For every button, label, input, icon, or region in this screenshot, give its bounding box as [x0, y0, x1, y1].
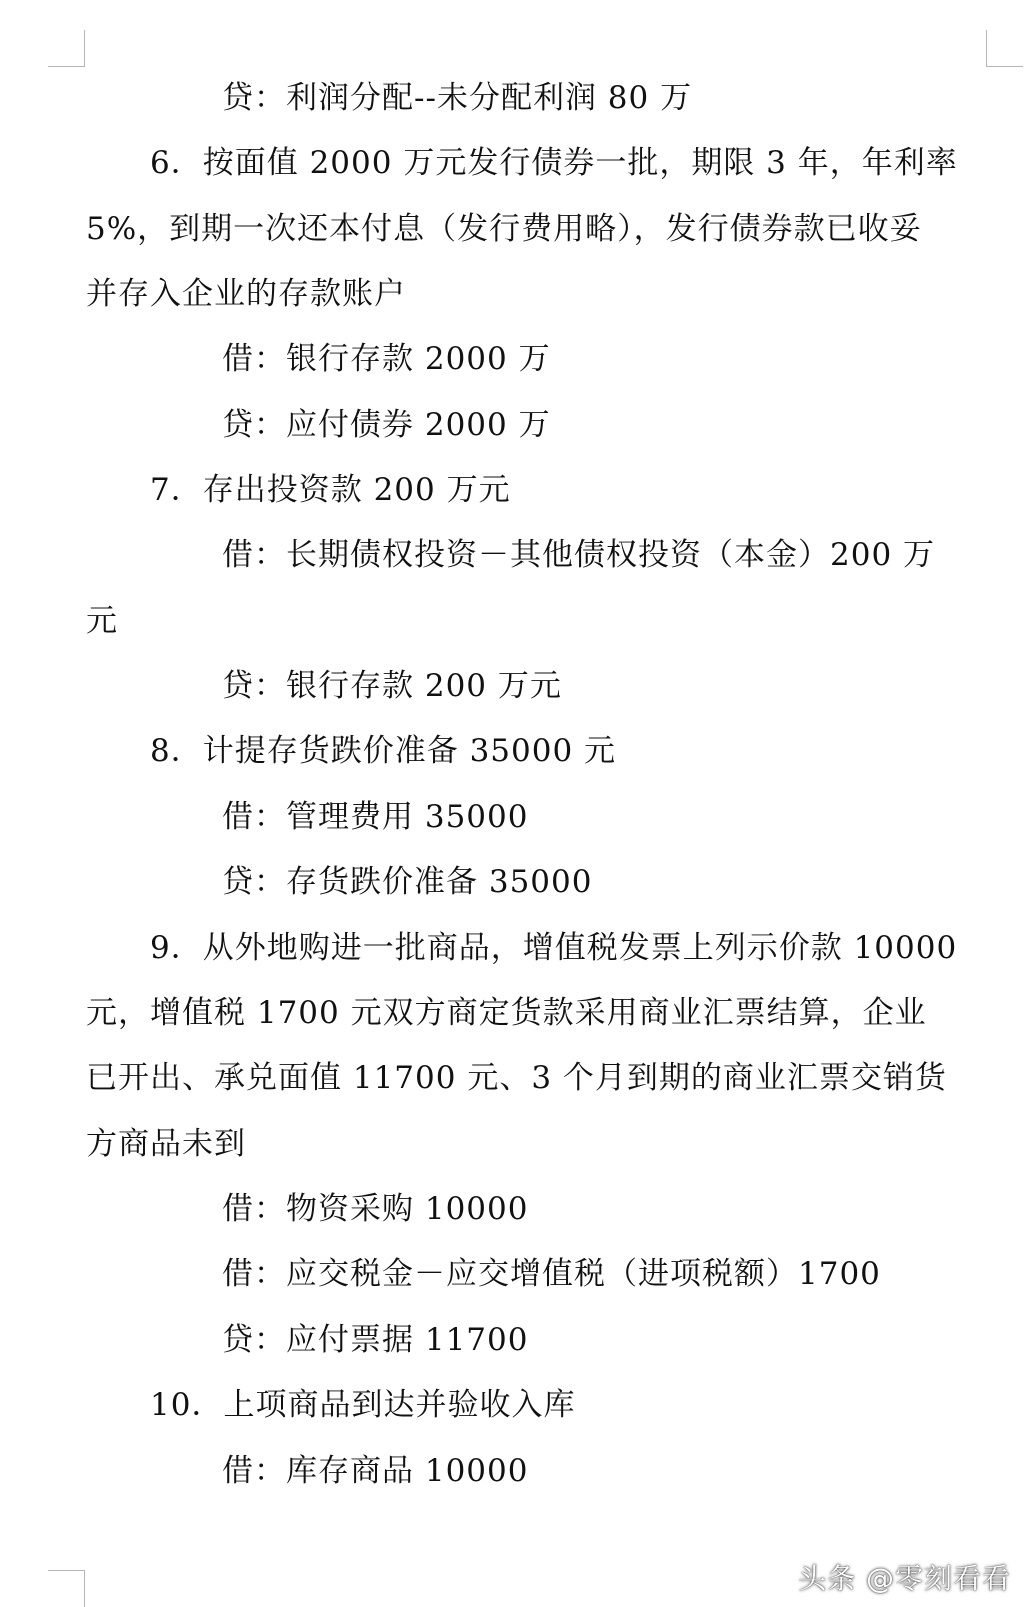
item-9-continuation: 元，增值税 1700 元双方商定货款采用商业汇票结算，企业	[86, 995, 927, 1031]
item-6-continuation: 并存入企业的存款账户	[86, 276, 406, 312]
credit-entry-line: 贷：应付票据 11700	[222, 1322, 529, 1358]
credit-entry-line: 贷：存货跌价准备 35000	[222, 864, 593, 900]
debit-entry-line: 借：长期债权投资－其他债权投资（本金）200 万	[222, 537, 936, 573]
debit-entry-line: 借：银行存款 2000 万	[222, 341, 551, 377]
page-corner-mark-top-left	[48, 30, 85, 67]
item-9-continuation: 方商品未到	[86, 1126, 246, 1162]
credit-entry-line: 贷：利润分配--未分配利润 80 万	[222, 80, 693, 116]
item-6-heading: 6．按面值 2000 万元发行债券一批，期限 3 年，年利率	[150, 145, 958, 181]
item-7-heading: 7．存出投资款 200 万元	[150, 472, 511, 508]
page-corner-mark-bottom-left	[48, 1570, 85, 1607]
debit-entry-continuation: 元	[86, 603, 118, 639]
item-6-continuation: 5%，到期一次还本付息（发行费用略），发行债券款已收妥	[86, 211, 922, 247]
debit-entry-line: 借：应交税金－应交增值税（进项税额）1700	[222, 1256, 881, 1292]
item-8-heading: 8．计提存货跌价准备 35000 元	[150, 733, 617, 769]
watermark-text: 头条 @零刻看看	[798, 1562, 1011, 1595]
page-corner-mark-top-right	[986, 30, 1023, 67]
debit-entry-line: 借：库存商品 10000	[222, 1453, 529, 1489]
item-9-heading: 9．从外地购进一批商品，增值税发票上列示价款 10000	[150, 930, 958, 966]
debit-entry-line: 借：管理费用 35000	[222, 799, 529, 835]
credit-entry-line: 贷：应付债券 2000 万	[222, 407, 551, 443]
debit-entry-line: 借：物资采购 10000	[222, 1191, 529, 1227]
item-10-heading: 10．上项商品到达并验收入库	[150, 1387, 576, 1423]
credit-entry-line: 贷：银行存款 200 万元	[222, 668, 562, 704]
item-9-continuation: 已开出、承兑面值 11700 元、3 个月到期的商业汇票交销货	[86, 1060, 947, 1096]
